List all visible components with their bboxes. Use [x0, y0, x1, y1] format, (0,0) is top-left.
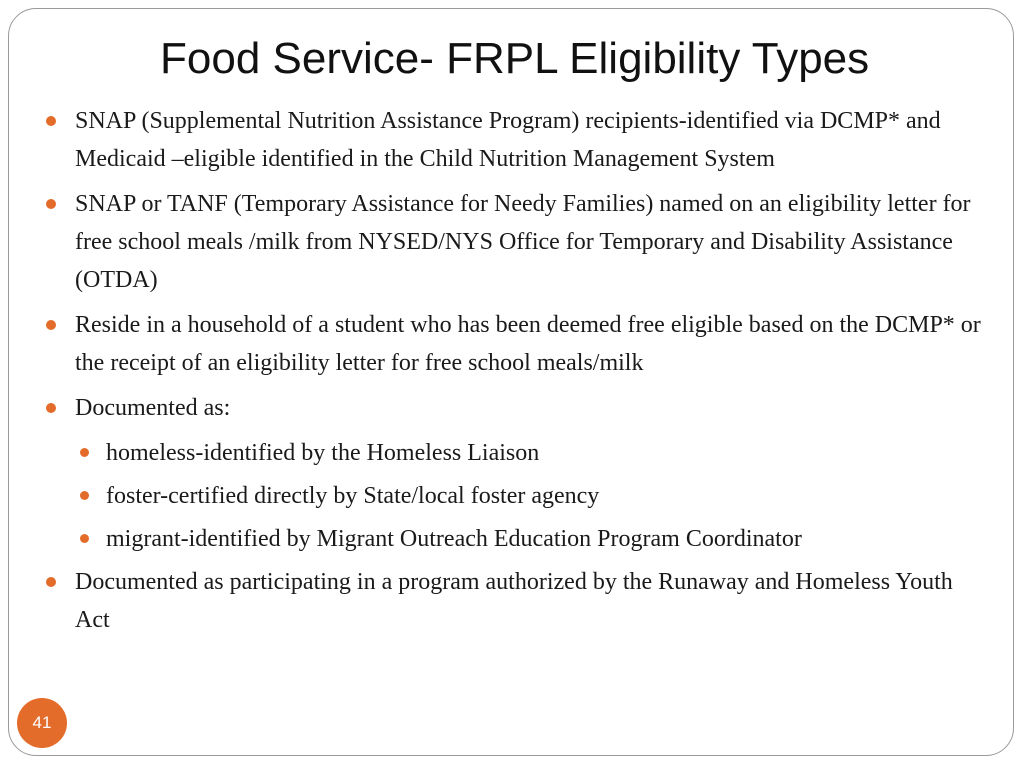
bullet-item — [40, 563, 990, 639]
bullet-item — [40, 389, 990, 427]
slide-title: Food Service- FRPL Eligibility Types — [160, 34, 870, 83]
bullet-item — [40, 306, 990, 382]
bullet-text: SNAP (Supplemental Nutrition Assistance Program) recipients-identified via DCMP* and Medicaid –eligible identified in the Child Nutrition Management System — [75, 108, 941, 172]
bullet-dot-icon — [46, 199, 56, 209]
sub-bullet-item — [40, 434, 990, 472]
bullet-dot-icon — [46, 403, 56, 413]
bullet-item — [40, 102, 990, 178]
sub-bullet-item — [40, 520, 990, 558]
bullet-dot-icon — [46, 116, 56, 126]
bullet-dot-icon — [46, 577, 56, 587]
bullet-text: Reside in a household of a student who has been deemed free eligible based on the DCMP* or the receipt of an eligibility letter for free school meals/milk — [75, 312, 981, 376]
sub-bullet-dot-icon — [80, 448, 89, 457]
bullet-text: Documented as: — [75, 395, 231, 421]
bullet-text: Documented as participating in a program authorized by the Runaway and Homeless Youth Act — [75, 569, 953, 633]
sub-bullet-dot-icon — [80, 491, 89, 500]
sub-bullet-text: foster-certified directly by State/local foster agency — [106, 483, 600, 509]
sub-bullet-text: migrant-identified by Migrant Outreach Education Program Coordinator — [106, 526, 802, 552]
bullet-text: SNAP or TANF (Temporary Assistance for Needy Families) named on an eligibility letter for free school meals /milk from NYSED/NYS Office for Temporary and Disability Assistance (OTDA) — [75, 191, 971, 293]
bullet-dot-icon — [46, 320, 56, 330]
page-number-badge: 41 — [17, 698, 67, 748]
sub-bullet-dot-icon — [80, 534, 89, 543]
sub-bullet-item — [40, 477, 990, 515]
bullet-list — [40, 102, 990, 646]
sub-bullet-text: homeless-identified by the Homeless Liaison — [106, 440, 540, 466]
bullet-item — [40, 185, 990, 299]
